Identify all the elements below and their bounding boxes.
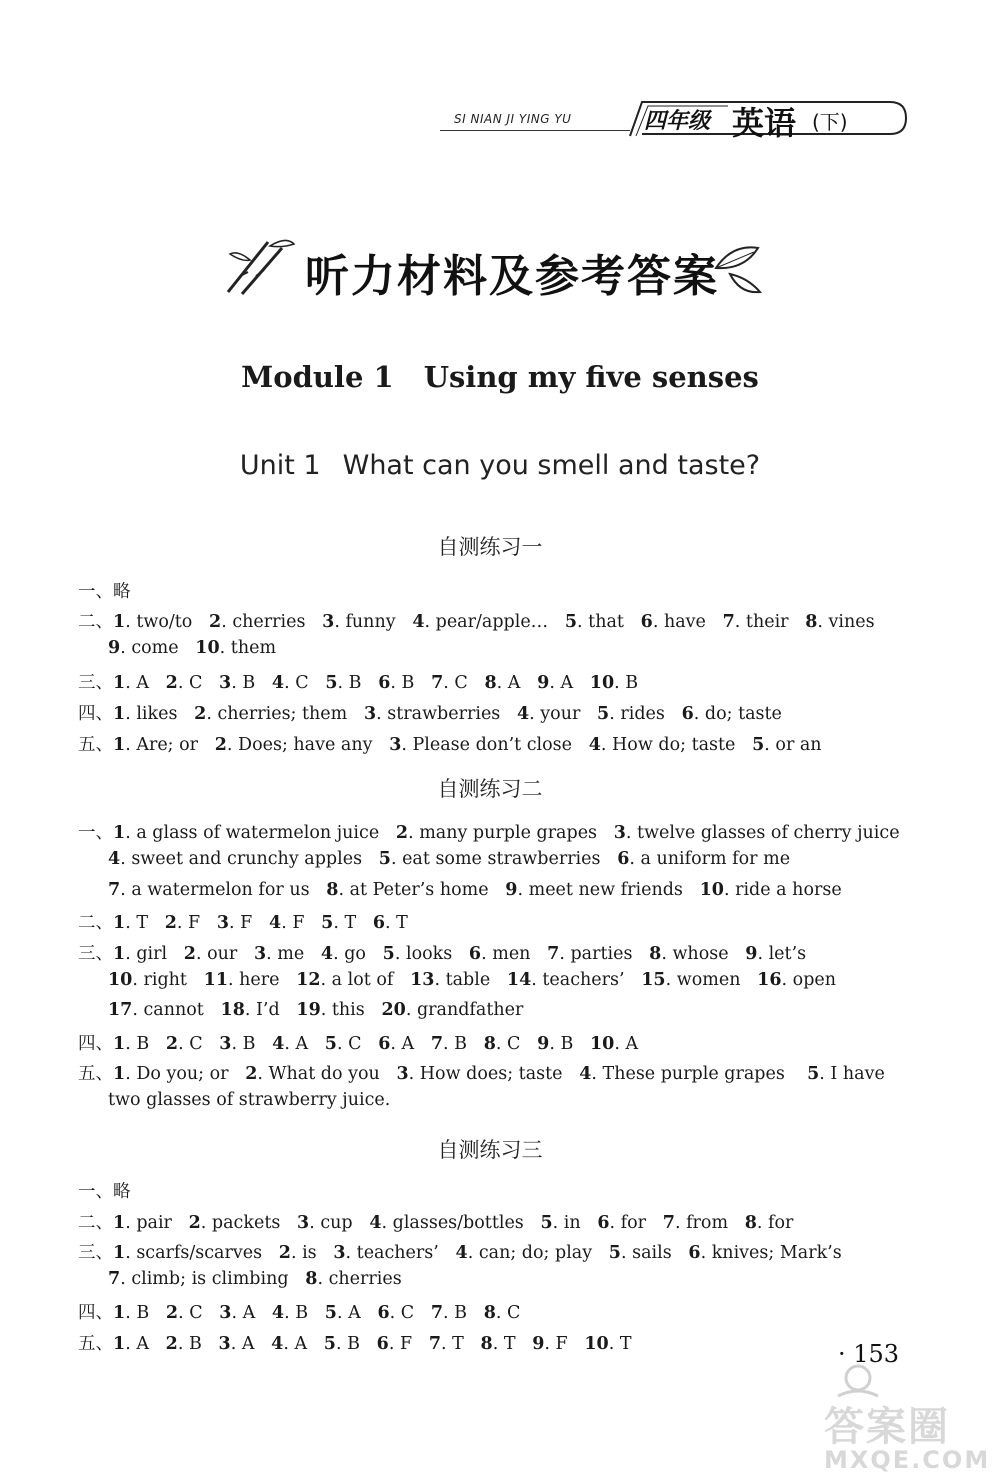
answer-line: 7. climb; is climbing 8. cherries bbox=[108, 1269, 402, 1289]
answer-line: 三、1. A 2. C 3. B 4. C 5. B 6. B 7. C 8. A 9. A 10. B bbox=[78, 673, 639, 693]
svg-text:答案圈: 答案圈 bbox=[824, 1404, 950, 1450]
section-title: 自测练习一 bbox=[437, 535, 543, 559]
answer-line: 三、1. girl 2. our 3. me 4. go 5. looks 6. men 7. parties 8. whose 9. let’s bbox=[78, 944, 807, 964]
answer-line: 一、略 bbox=[78, 1182, 131, 1202]
unit-number: Unit 1 bbox=[239, 450, 321, 481]
answer-line: 五、1. Are; or 2. Does; have any 3. Please don’t close 4. How do; taste 5. or an bbox=[78, 735, 822, 755]
answer-line: 17. cannot 18. I’d 19. this 20. grandfather bbox=[108, 1000, 524, 1020]
module-number: Module 1 bbox=[241, 360, 394, 394]
header-grade: 四年级 bbox=[644, 109, 711, 134]
main-title-text: 听力材料及参考答案 bbox=[305, 251, 719, 302]
answer-line: two glasses of strawberry juice. bbox=[108, 1090, 391, 1110]
header-subject: 英语 bbox=[732, 104, 797, 142]
answer-line: 二、1. pair 2. packets 3. cup 4. glasses/bottles 5. in 6. for 7. from 8. for bbox=[78, 1213, 794, 1233]
section-title: 自测练习三 bbox=[437, 1138, 543, 1162]
answer-line: 四、1. likes 2. cherries; them 3. strawberries 4. your 5. rides 6. do; taste bbox=[78, 704, 782, 724]
running-header bbox=[440, 92, 910, 142]
answer-line: 五、1. Do you; or 2. What do you 3. How does; taste 4. These purple grapes 5. I have bbox=[78, 1064, 885, 1084]
section-title: 自测练习二 bbox=[437, 777, 543, 801]
page-number: · 153 bbox=[838, 1340, 900, 1368]
answer-line: 10. right 11. here 12. a lot of 13. table 14. teachers’ 15. women 16. open bbox=[108, 970, 837, 990]
answer-line: 四、1. B 2. C 3. A 4. B 5. A 6. C 7. B 8. C bbox=[78, 1303, 521, 1323]
header-term: (下) bbox=[812, 110, 848, 134]
header-rule bbox=[440, 130, 630, 131]
main-title bbox=[220, 236, 780, 306]
svg-text:MXQE.COM: MXQE.COM bbox=[824, 1446, 991, 1474]
header-banner bbox=[628, 98, 908, 142]
module-title bbox=[0, 360, 1000, 394]
module-name: Using my five senses bbox=[423, 360, 759, 394]
answer-line: 一、略 bbox=[78, 582, 131, 602]
answer-line: 7. a watermelon for us 8. at Peter’s home 9. meet new friends 10. ride a horse bbox=[108, 880, 842, 900]
answer-line: 三、1. scarfs/scarves 2. is 3. teachers’ 4. can; do; play 5. sails 6. knives; Mark’s bbox=[78, 1243, 842, 1263]
bamboo-icon bbox=[220, 236, 300, 296]
header-pinyin: SI NIAN JI YING YU bbox=[454, 112, 572, 126]
answer-line: 9. come 10. them bbox=[108, 638, 277, 658]
leaf-icon bbox=[710, 238, 770, 298]
unit-title bbox=[0, 450, 1000, 481]
answer-line: 4. sweet and crunchy apples 5. eat some strawberries 6. a uniform for me bbox=[108, 849, 791, 869]
watermark-logo-icon bbox=[818, 1352, 1000, 1474]
answer-line: 四、1. B 2. C 3. B 4. A 5. C 6. A 7. B 8. C 9. B 10. A bbox=[78, 1034, 639, 1054]
answer-line: 二、1. T 2. F 3. F 4. F 5. T 6. T bbox=[78, 913, 408, 933]
answer-line: 一、1. a glass of watermelon juice 2. many purple grapes 3. twelve glasses of cherry juice bbox=[78, 823, 900, 843]
answer-line: 二、1. two/to 2. cherries 3. funny 4. pear/apple… 5. that 6. have 7. their 8. vines bbox=[78, 612, 875, 632]
unit-name: What can you smell and taste? bbox=[342, 450, 761, 481]
answer-line: 五、1. A 2. B 3. A 4. A 5. B 6. F 7. T 8. T 9. F 10. T bbox=[78, 1334, 632, 1354]
